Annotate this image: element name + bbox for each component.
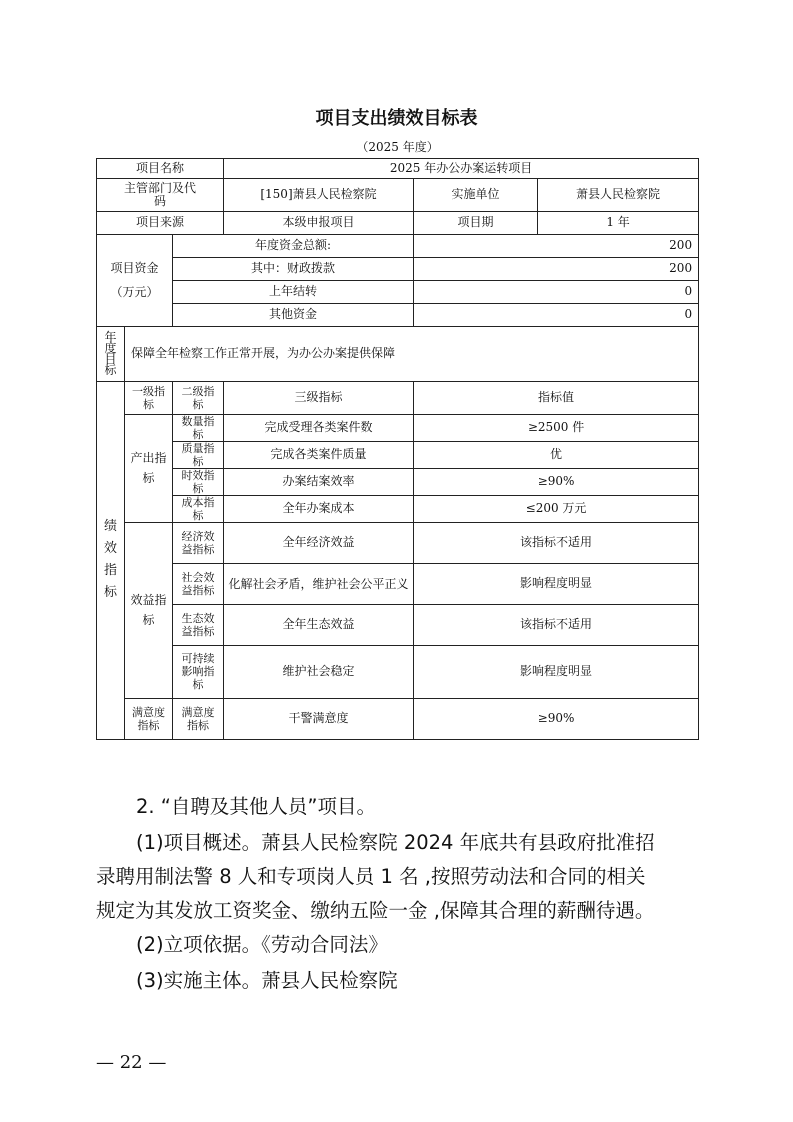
impl-value: 萧县人民检察院 [538,178,699,211]
satisfaction-indicator-label: 满意度指标 [125,698,173,739]
indicator-level2: 社会效益指标 [173,563,224,604]
indicator-level3: 全年生态效益 [224,604,414,645]
funds-row-value: 200 [414,257,699,280]
indicator-level2: 可持续影响指标 [173,645,224,698]
impl-label: 实施单位 [414,178,538,211]
header-level1: 一级指标 [125,381,173,414]
indicator-value: 影响程度明显 [414,563,699,604]
funds-row-name: 其他资金 [173,303,414,326]
indicator-value: ≤200 万元 [414,495,699,522]
period-value: 1 年 [538,211,699,234]
section-heading: 2. “自聘及其他人员”项目。 [136,795,377,818]
indicator-level2: 经济效益指标 [173,522,224,563]
funds-row-value: 200 [414,234,699,257]
dept-label: 主管部门及代码 [97,178,224,211]
year-label: （2025 年度） [356,140,439,155]
indicator-level2: 生态效益指标 [173,604,224,645]
indicator-level3: 全年办案成本 [224,495,414,522]
indicator-level3: 化解社会矛盾，维护社会公平正义 [224,563,414,604]
funds-row-name: 年度资金总额: [173,234,414,257]
header-value: 指标值 [414,381,699,414]
indicator-level3: 维护社会稳定 [224,645,414,698]
indicator-value: ≥90% [414,468,699,495]
paragraph-line: (2)立项依据。《劳动合同法》 [136,933,388,956]
header-level3: 三级指标 [224,381,414,414]
benefit-indicator-label: 效益指标 [125,522,173,698]
indicator-value: 该指标不适用 [414,522,699,563]
performance-target-table [96,138,699,740]
funds-label-cell [97,234,173,326]
project-name-value: 2025 年办公办案运转项目 [224,158,699,178]
indicator-level2: 时效指标 [173,468,224,495]
body-section [96,790,706,998]
annual-goal-text: 保障全年检察工作正常开展，为办公办案提供保障 [125,326,699,381]
annual-goal-label: 年度目标 [97,326,125,381]
dept-value: [150]萧县人民检察院 [224,178,414,211]
period-label: 项目期 [414,211,538,234]
funds-row-value: 0 [414,280,699,303]
indicator-value: 影响程度明显 [414,645,699,698]
paragraph-line: (1)项目概述。萧县人民检察院 2024 年底共有县政府批准招 [136,831,655,854]
paragraph-line: 录聘用制法警 8 人和专项岗人员 1 名 ,按照劳动法和合同的相关 [96,865,646,888]
indicator-value: 该指标不适用 [414,604,699,645]
indicator-value: ≥2500 件 [414,414,699,441]
indicator-level3: 完成各类案件质量 [224,441,414,468]
funds-row-name: 上年结转 [173,280,414,303]
page-number: — 22 — [96,1052,167,1073]
page-title: 项目支出绩效目标表 [315,108,478,129]
funds-label: 项目资金 [110,261,159,275]
paragraph-line: (3)实施主体。萧县人民检察院 [136,969,398,992]
indicator-level3: 办案结案效率 [224,468,414,495]
funds-row-name: 其中：财政拨款 [173,257,414,280]
indicator-value: 优 [414,441,699,468]
header-level2: 二级指标 [173,381,224,414]
output-indicator-label: 产出指标 [125,414,173,522]
indicator-level2: 数量指标 [173,414,224,441]
funds-unit: （万元） [110,285,159,299]
indicator-value: ≥90% [414,698,699,739]
paragraph-line: 规定为其发放工资奖金、缴纳五险一金 ,保障其合理的薪酬待遇。 [96,899,655,922]
indicator-level3: 完成受理各类案件数 [224,414,414,441]
indicator-level3: 干警满意度 [224,698,414,739]
indicator-level2: 质量指标 [173,441,224,468]
funds-row-value: 0 [414,303,699,326]
source-value: 本级申报项目 [224,211,414,234]
indicator-level2: 成本指标 [173,495,224,522]
source-label: 项目来源 [97,211,224,234]
indicators-label: 绩效指标 [97,381,125,739]
indicator-level2: 满意度指标 [173,698,224,739]
indicator-level3: 全年经济效益 [224,522,414,563]
project-name-label: 项目名称 [97,158,224,178]
